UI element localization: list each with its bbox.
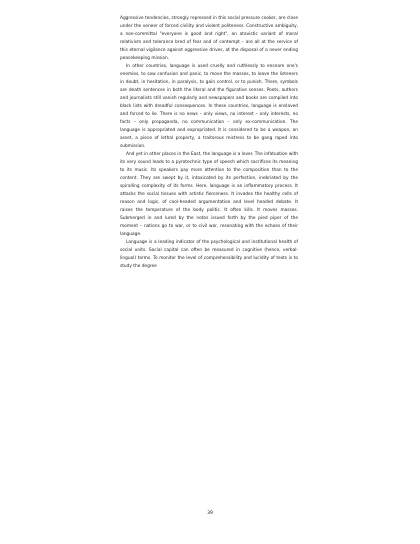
page-number: 39: [207, 511, 213, 516]
paragraph-2: In other countries, language is used cruelly and ruthlessly to ensnare one's enemies, to sow confusion and panic, to move the masses, to leave the listeners in doubt, in hesitation, in paralysis, to gain control, or to punish. There, symbols are death sentences in both the literal and the figurative senses. Poets, authors and journalists still vanish regularly and newspapers and books are compiled into black lists with dreadful consequences. In these countries, language is enslaved and forced to lie. There is no news – only views, no interest – only interests, no facts – only propaganda, no communication – only ex-communication. The language is appropriated and expropriated. It is considered to be a weapon, an asset, a piece of lethal property, a traitorous mistress to be gang raped into submission.: [120, 64, 298, 149]
paragraph-1: Aggressive tendencies, strongly repressed in this social pressure cooker, are close under the veneer of forced civility and violent politeness. Constructive ambiguity, a non-committal "everyone is good and right", an atavistic variant of moral relativism and tolerance bred of fear and of contempt – are all at the service of this eternal vigilance against aggressive drives, at the disposal of a never ending peacekeeping mission.: [120, 16, 298, 61]
paragraph-3: And yet in other places in the East, the language is a lover. The infatuation with its very sound leads to a pyrotechnic type of speech which sacrifices its meaning to its music. Its speakers pay more attention to the composition than to the content. They are swept by it, intoxicated by its perfection, inebriated by the spiralling complexity of its forms. Here, language is an inflammatory process. It attacks the social tissues with artistic fierceness. It invades the healthy cells of reason and logic, of cool-headed argumentation and level headed debate. It raises the temperature of the body politic. It often kills. It moves masses. Submerged in and lured by the notes issued forth by the pied piper of the moment – nations go to war, or to civil war, resonating with the echoes of their language.: [120, 152, 298, 237]
paragraph-4: Language is a leading indicator of the psychological and institutional health of social units. Social capital can often be measured in cognitive (hence, verbal-lingual) terms. To monitor the level of comprehensibility and lucidity of texts is to study the degree: [120, 240, 298, 269]
body-text: [120, 15, 298, 271]
